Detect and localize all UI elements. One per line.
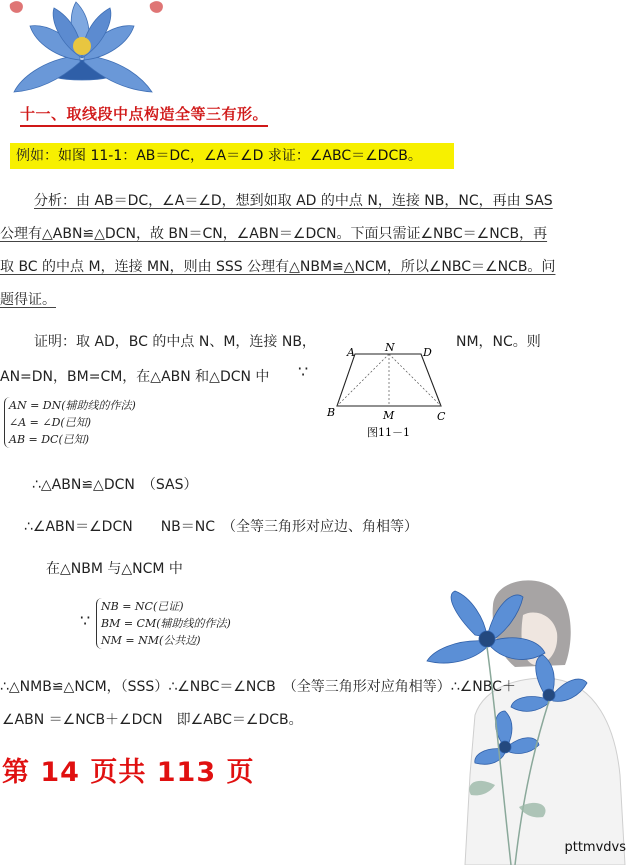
vertex-label-n: N (385, 342, 395, 354)
conditions-group-1 (4, 397, 136, 448)
vertex-label-b: B (327, 406, 336, 419)
proof-line-1 (34, 331, 316, 351)
trapezoid-figure (325, 342, 460, 442)
proof-text-3: 在△NBM 与△NCM 中 (46, 561, 183, 577)
page-number: 第 14 页共 113 页 (2, 757, 255, 788)
conclusion-2: ∴∠ABN＝∠DCN NB＝NC （全等三角形对应边、角相等） (24, 519, 419, 535)
condition-item: NM = NM(公共边) (101, 634, 201, 647)
analysis-line: 公理有△ABN≌△DCN，故 BN＝CN，∠ABN＝∠DCN。下面只需证∠NBC＝∠NCB，再 (0, 226, 548, 242)
condition-item: ∠A = ∠D(已知) (9, 416, 91, 429)
analysis-line: 取 BC 的中点 M，连接 MN，则由 SSS 公理有△NBM≌△NCM，所以∠NBC＝∠NCB。问 (0, 259, 556, 275)
vertex-label-a: A (347, 346, 355, 359)
condition-item: AN = DN(辅助线的作法) (9, 399, 136, 412)
lotus-flower-illustration (0, 0, 170, 110)
condition-item: AB = DC(已知) (9, 433, 90, 446)
section-heading: 十一、取线段中点构造全等三有形。 (20, 103, 268, 127)
example-text: 如图 11-1：AB＝DC，∠A＝∠D 求证：∠ABC＝∠DCB。 (58, 148, 422, 164)
example-label: 例如： (16, 148, 58, 164)
conclusion-1: ∴△ABN≌△DCN （SAS） (32, 477, 198, 493)
conditions-group-2 (96, 598, 231, 649)
because-symbol: ∵ (80, 611, 91, 630)
analysis-line: 题得证。 (0, 292, 56, 308)
because-symbol: ∵ (298, 362, 309, 381)
vertex-label-c: C (437, 410, 446, 423)
vertex-label-d: D (423, 346, 432, 359)
condition-item: BM = CM(辅助线的作法) (101, 617, 231, 630)
conclusion-3: ∴△NMB≌△NCM，（SSS）∴∠NBC＝∠NCB （全等三角形对应角相等）∴∠NBC＋ (0, 679, 516, 695)
analysis-paragraph (0, 185, 578, 317)
conclusion-4: ∠ABN ＝∠NCB＋∠DCN 即∠ABC＝∠DCB。 (2, 712, 303, 728)
analysis-line: 分析：由 AB＝DC，∠A＝∠D，想到如取 AD 的中点 N，连接 NB，NC，再由 SAS (34, 193, 553, 209)
proof-label: 证明： (34, 334, 76, 350)
watermark-text: pttmvdvs (564, 840, 626, 855)
condition-item: NB = NC(已证) (101, 600, 184, 613)
example-highlight (10, 143, 454, 169)
proof-text-2: AN=DN，BM=CM，在△ABN 和△DCN 中 (0, 369, 270, 385)
vertex-label-m: M (383, 409, 395, 422)
figure-caption: 图11－1 (367, 426, 410, 439)
proof-text-1: 取 AD，BC 的中点 N、M，连接 NB， (76, 334, 316, 350)
girl-with-flowers-illustration (415, 575, 640, 865)
proof-text-1b: NM，NC。则 (456, 334, 541, 350)
